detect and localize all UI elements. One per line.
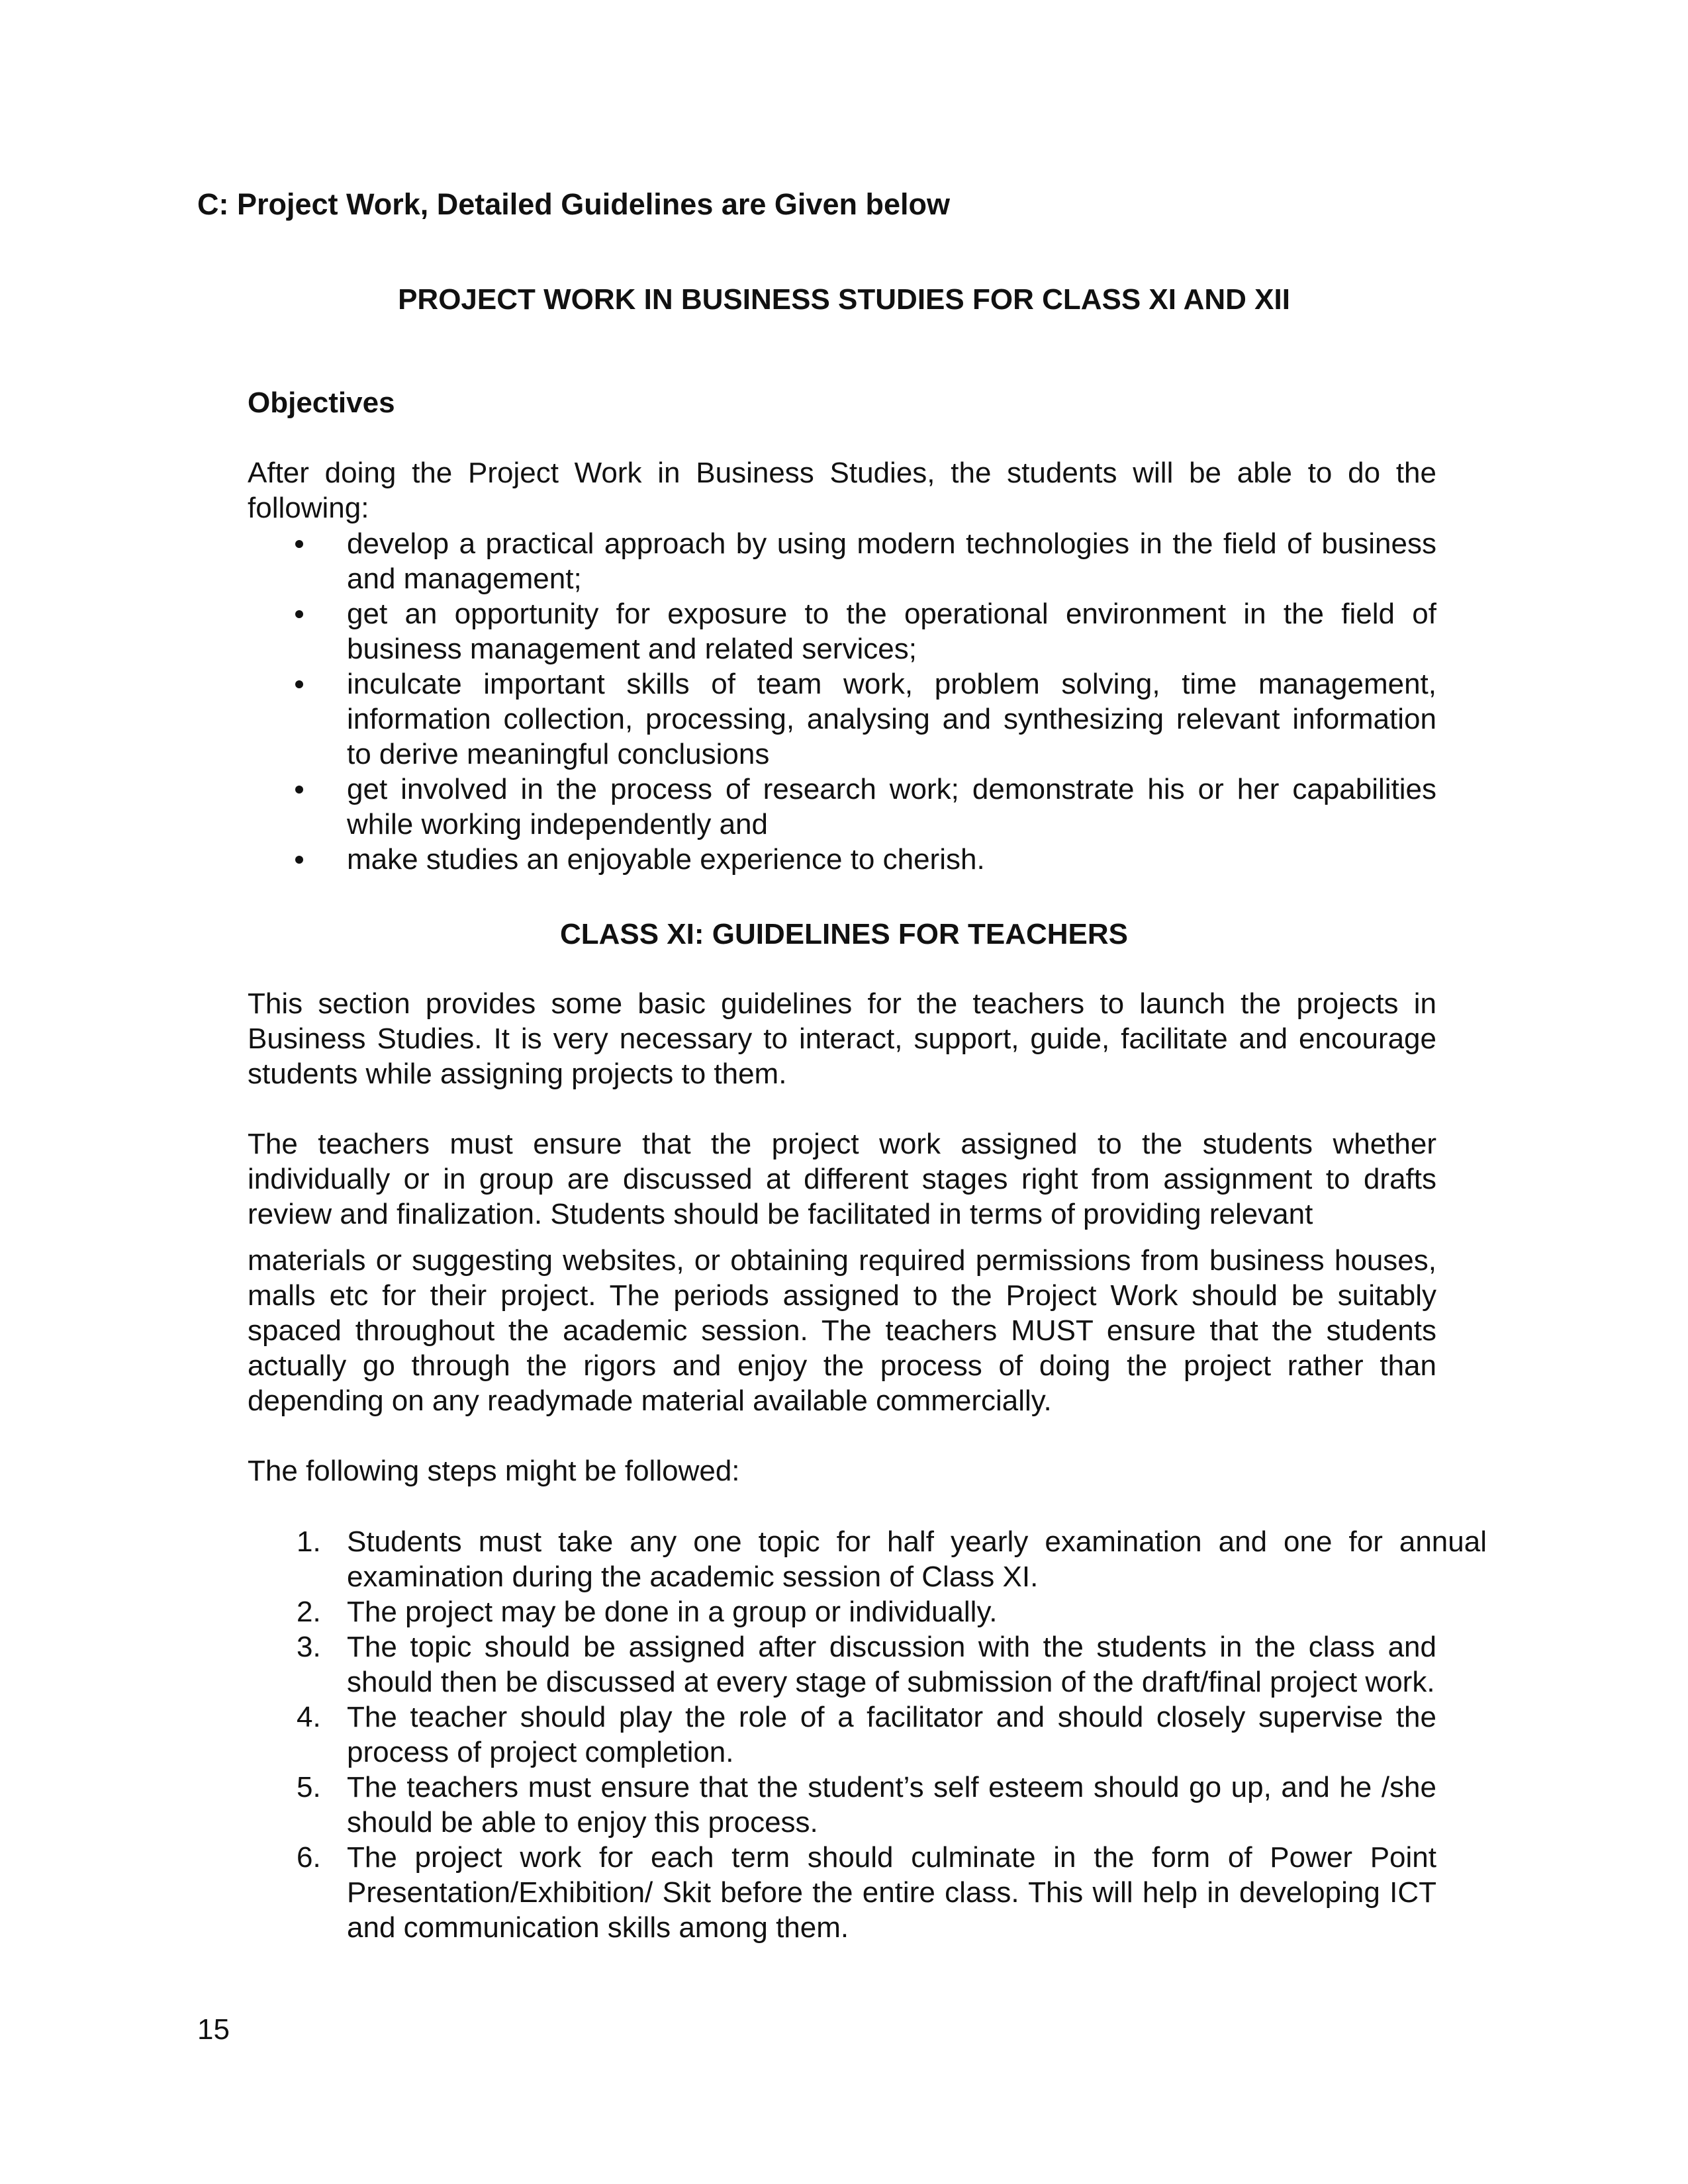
step-number: 3. bbox=[297, 1631, 321, 1663]
list-item-text: develop a practical approach by using modern technologies in the field of business and management; bbox=[347, 527, 1436, 595]
bullet-icon bbox=[295, 856, 303, 864]
guidelines-paragraph-1: This section provides some basic guidelines for the teachers to launch the projects in Business Studies. It is very necessary to interact, support, guide, facilitate and encourage students while assigning projects to them. bbox=[248, 987, 1436, 1090]
step-text: The topic should be assigned after discussion with the students in the class and should then be discussed at every stage of submission of the draft/final project work. bbox=[347, 1631, 1436, 1698]
objectives-intro: After doing the Project Work in Business Studies, the students will be able to do the following: bbox=[248, 457, 1436, 524]
step-text: The teacher should play the role of a facilitator and should closely supervise the process of project completion. bbox=[347, 1701, 1436, 1768]
list-item bbox=[248, 1629, 1436, 1700]
bullet-icon bbox=[295, 786, 303, 794]
objectives-heading: Objectives bbox=[248, 387, 395, 419]
list-item bbox=[248, 526, 1436, 596]
guidelines-paragraph-2: The teachers must ensure that the project work assigned to the students whether individually or in group are discussed at different stages right from assignment to drafts review and finalization. Students should be facilitated in terms of providing relevant bbox=[248, 1128, 1436, 1230]
bullet-icon bbox=[295, 610, 303, 618]
list-item-text: make studies an enjoyable experience to cherish. bbox=[347, 843, 985, 876]
step-number: 2. bbox=[297, 1596, 321, 1628]
guidelines-paragraph-3: materials or suggesting websites, or obtaining required permissions from business houses, malls etc for their project. The periods assigned to the Project Work should be suitably spaced throughout the academic session. The teachers MUST ensure that the students actually go through the rigors and enjoy the process of doing the project rather than depending on any readymade material available commercially. bbox=[248, 1244, 1436, 1417]
step-number: 1. bbox=[297, 1525, 321, 1558]
step-number: 5. bbox=[297, 1771, 321, 1803]
list-item bbox=[248, 1700, 1436, 1770]
list-item bbox=[248, 842, 1436, 877]
step-number: 6. bbox=[297, 1841, 321, 1874]
list-item bbox=[248, 1524, 1487, 1594]
list-item bbox=[248, 1594, 1436, 1629]
step-text: Students must take any one topic for half yearly examination and one for annual examination during the academic session of Class XI. bbox=[347, 1525, 1487, 1593]
list-item bbox=[248, 1840, 1436, 1945]
list-item bbox=[248, 666, 1436, 772]
steps-intro: The following steps might be followed: bbox=[248, 1455, 740, 1487]
guidelines-heading: CLASS XI: GUIDELINES FOR TEACHERS bbox=[559, 918, 1129, 950]
list-item-text: inculcate important skills of team work, problem solving, time management, information collection, processing, analysing and synthesizing relevant information to derive meaningful conclusions bbox=[347, 668, 1436, 770]
step-number: 4. bbox=[297, 1701, 321, 1733]
bullet-icon bbox=[295, 680, 303, 688]
main-title: PROJECT WORK IN BUSINESS STUDIES FOR CLASS XI AND XII bbox=[398, 283, 1290, 316]
objectives-list bbox=[248, 526, 1436, 877]
list-item bbox=[248, 1770, 1436, 1840]
list-item bbox=[248, 596, 1436, 666]
step-text: The project may be done in a group or individually. bbox=[347, 1596, 998, 1628]
list-item-text: get an opportunity for exposure to the operational environment in the field of business management and related services; bbox=[347, 598, 1436, 665]
section-heading: C: Project Work, Detailed Guidelines are Given below bbox=[197, 187, 950, 221]
bullet-icon bbox=[295, 540, 303, 548]
steps-list bbox=[248, 1524, 1487, 1945]
page-number: 15 bbox=[197, 2013, 230, 2046]
list-item-text: get involved in the process of research work; demonstrate his or her capabilities while working independently and bbox=[347, 773, 1436, 841]
step-text: The teachers must ensure that the student’s self esteem should go up, and he /she should be able to enjoy this process. bbox=[347, 1771, 1436, 1839]
list-item bbox=[248, 772, 1436, 842]
step-text: The project work for each term should culminate in the form of Power Point Presentation/Exhibition/ Skit before the entire class. This will help in developing ICT and communication skills among them. bbox=[347, 1841, 1436, 1944]
